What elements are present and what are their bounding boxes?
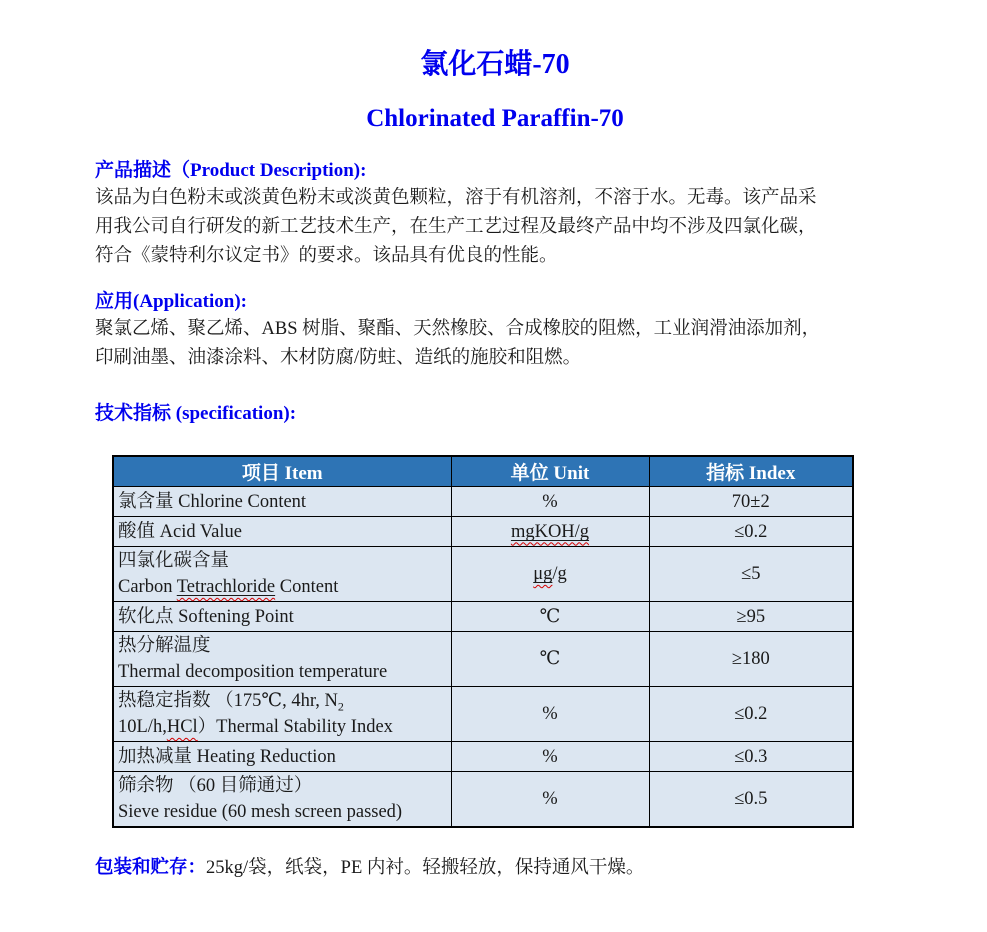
item-cell: [113, 772, 451, 828]
index-cell: ≥180: [649, 632, 853, 687]
item-cell: [113, 547, 451, 602]
item-line-cn: 四氯化碳含量: [118, 551, 230, 571]
index-cell: ≤0.2: [649, 517, 853, 547]
unit-text-spellchecked: μg: [533, 564, 553, 584]
unit-text: /g: [552, 564, 567, 584]
item-line-en: [118, 574, 447, 600]
item-line-cn: 筛余物 （60 目筛通过）: [118, 776, 313, 796]
packaging-label: 包装和贮存：: [95, 858, 207, 878]
section-description: [95, 158, 895, 271]
table-header-unit: 单位 Unit: [451, 456, 649, 487]
description-line: 该品为白色粉末或淡黄色粉末或淡黄色颗粒，溶于有机溶剂，不溶于水。无毒。该产品采: [95, 188, 817, 208]
item-cell: 氯含量 Chlorine Content: [113, 487, 451, 517]
description-line: 用我公司自行研发的新工艺技术生产，在生产工艺过程及最终产品中均不涉及四氯化碳，: [95, 217, 817, 237]
index-cell: ≥95: [649, 602, 853, 632]
unit-cell: [451, 547, 649, 602]
table-row: [113, 487, 853, 517]
item-line-cn: 热分解温度: [118, 636, 211, 656]
unit-cell: ℃: [451, 632, 649, 687]
description-line: 符合《蒙特利尔议定书》的要求。该品具有优良的性能。: [95, 246, 558, 266]
subscript-2: 2: [337, 699, 344, 714]
item-text-spellchecked: HCl: [166, 717, 198, 737]
unit-cell: %: [451, 687, 649, 742]
table-row: [113, 632, 853, 687]
table-row: [113, 547, 853, 602]
item-cell: [113, 632, 451, 687]
item-line-en: Thermal decomposition temperature: [118, 662, 388, 682]
unit-text-spellchecked: mgKOH/g: [510, 521, 590, 542]
index-cell: ≤0.2: [649, 687, 853, 742]
unit-cell: %: [451, 742, 649, 772]
item-text: 10L/h,: [118, 717, 167, 737]
table-row: [113, 517, 853, 547]
item-text: ）Thermal Stability Index: [197, 717, 393, 737]
specification-heading: 技术指标 (specification):: [95, 403, 297, 424]
index-cell: ≤5: [649, 547, 853, 602]
unit-cell: %: [451, 772, 649, 828]
spec-table: [112, 455, 854, 828]
unit-cell: %: [451, 487, 649, 517]
packaging-text: 25kg/袋，纸袋，PE 内衬。轻搬轻放，保持通风干燥。: [206, 858, 645, 878]
item-cell: 加热减量 Heating Reduction: [113, 742, 451, 772]
application-line: 印刷油墨、油漆涂料、木材防腐/防蛀、造纸的施胶和阻燃。: [95, 348, 582, 368]
item-line-en: Sieve residue (60 mesh screen passed): [118, 802, 403, 822]
item-cell: 酸值 Acid Value: [113, 517, 451, 547]
application-line: 聚氯乙烯、聚乙烯、ABS 树脂、聚酯、天然橡胶、合成橡胶的阻燃，工业润滑油添加剂，: [95, 319, 821, 339]
application-heading: 应用(Application):: [95, 291, 248, 312]
packaging-line: [95, 854, 895, 883]
unit-cell: [451, 517, 649, 547]
table-row: [113, 772, 853, 828]
table-header-row: [113, 456, 853, 487]
index-cell: 70±2: [649, 487, 853, 517]
description-heading: 产品描述（Product Description):: [95, 160, 367, 181]
page-title: 氯化石蜡-70: [420, 49, 570, 80]
item-text-spellchecked: Tetrachloride: [176, 577, 276, 597]
table-header-index: 指标 Index: [649, 456, 853, 487]
index-cell: ≤0.5: [649, 772, 853, 828]
table-row: [113, 742, 853, 772]
table-row: [113, 687, 853, 742]
item-line-en: [118, 714, 447, 740]
item-cell: [113, 687, 451, 742]
table-row: [113, 602, 853, 632]
item-text: Content: [275, 577, 339, 597]
unit-cell: ℃: [451, 602, 649, 632]
item-cell: 软化点 Softening Point: [113, 602, 451, 632]
page-subtitle: Chlorinated Paraffin-70: [366, 105, 624, 132]
index-cell: ≤0.3: [649, 742, 853, 772]
table-header-item: 项目 Item: [113, 456, 451, 487]
description-paragraph: [95, 184, 895, 271]
item-line-cn: [118, 688, 447, 714]
section-specification: [95, 401, 895, 828]
section-application: [95, 289, 895, 373]
application-paragraph: [95, 315, 895, 373]
item-text: 热稳定指数 （175℃, 4hr, N: [118, 691, 338, 711]
item-text: Carbon: [118, 577, 177, 597]
